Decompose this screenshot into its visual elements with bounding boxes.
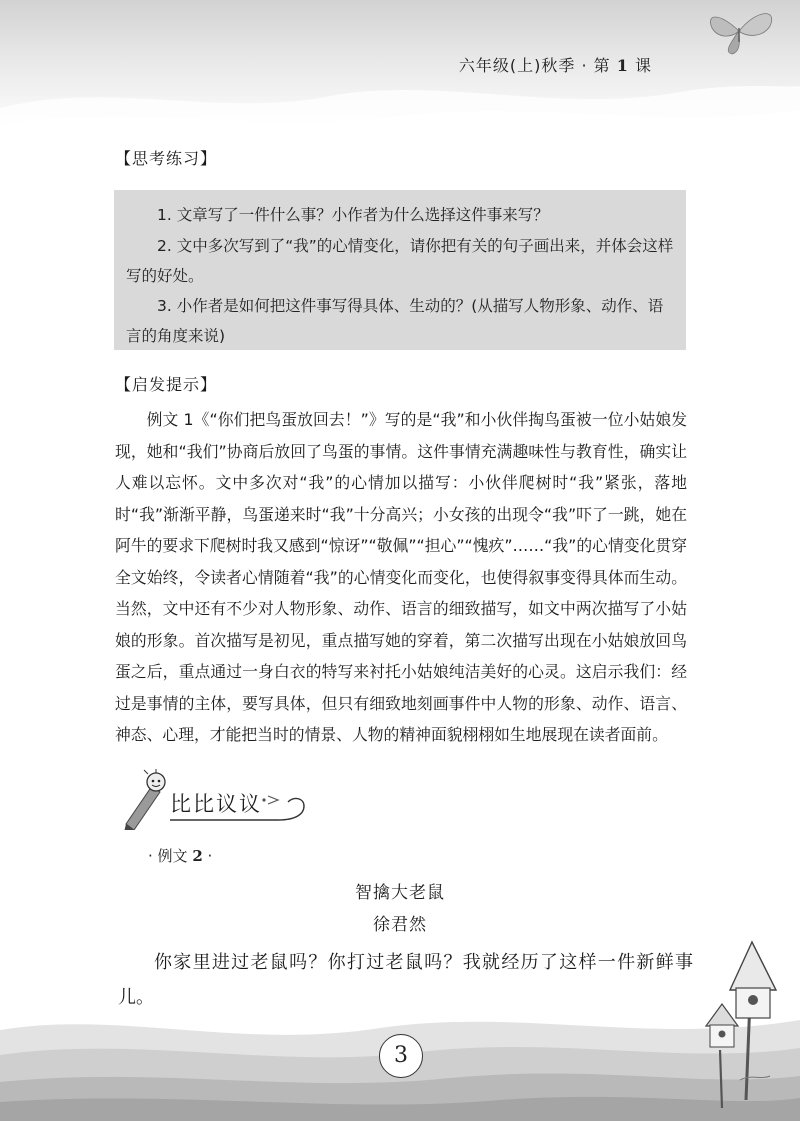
practice-heading: 【思考练习】 — [115, 149, 218, 168]
header-decoration — [0, 0, 800, 150]
course-header — [459, 53, 652, 76]
article-author: 徐君然 — [373, 915, 427, 935]
compare-discuss-badge — [118, 768, 318, 830]
practice-question-2: 2. 文中多次写到了“我”的心情变化，请你把有关的句子画出来，并体会这样写的好处。 — [126, 237, 674, 285]
lesson-prefix: 第 — [593, 56, 611, 75]
hints-paragraph: 例文 1《“你们把鸟蛋放回去！”》写的是“我”和小伙伴掏鸟蛋被一位小姑娘发现，她和“我们”协商后放回了鸟蛋的事情。这件事情充满趣味性与教育性，确实让人难以忘怀。文中多次对“我”的心情加以描写：小伙伴爬树时“我”紧张，落地时“我”渐渐平静，鸟蛋递来时“我”十分高兴；小女孩的出现令“我”吓了一跳，她在阿牛的要求下爬树时我又感到“惊讶”“敬佩”“担心”“愧疚”……“我”的心情变化贯穿全文始终，令读者心情随着“我”的心情变化而变化，也使得叙事变得具体而生动。当然，文中还有不少对人物形象、动作、语言的细致描写，如文中两次描写了小姑娘的形象。首次描写是初见，重点描写她的穿着，第二次描写出现在小姑娘放回鸟蛋之后，重点通过一身白衣的特写来衬托小姑娘纯洁美好的心灵。这启示我们：经过是事情的主体，要写具体，但只有细致地刻画事件中人物的形象、动作、语言、神态、心理，才能把当时的情景、人物的精神面貌栩栩如生地展现在读者面前。 — [115, 410, 687, 744]
header-separator: · — [581, 56, 588, 75]
compare-discuss-label: 比比议议 — [170, 792, 262, 816]
hints-heading: 【启发提示】 — [115, 375, 218, 394]
practice-question-3: 3. 小作者是如何把这件事写得具体、生动的？(从描写人物形象、动作、语言的角度来说) — [126, 297, 664, 345]
butterfly-icon — [710, 14, 771, 54]
example-label-number: 2 — [192, 847, 203, 865]
example-label-suffix: · — [207, 847, 213, 865]
header-clouds — [0, 0, 800, 150]
page-number: 3 — [379, 1034, 423, 1078]
example-2-label — [148, 845, 212, 866]
lesson-suffix: 课 — [634, 56, 652, 75]
birdhouse-illustration — [690, 930, 800, 1121]
practice-question-1: 1. 文章写了一件什么事？小作者为什么选择这件事来写？ — [157, 206, 549, 224]
grade-label: 六年级(上)秋季 — [458, 56, 576, 75]
example-label-prefix: · 例文 — [148, 847, 188, 865]
practice-box — [114, 190, 686, 350]
lesson-number: 1 — [616, 56, 629, 75]
article-title: 智擒大老鼠 — [355, 883, 445, 903]
birdhouse-icon — [690, 930, 800, 1121]
article-paragraph: 你家里进过老鼠吗？你打过老鼠吗？我就经历了这样一件新鲜事儿。 — [118, 952, 693, 1008]
